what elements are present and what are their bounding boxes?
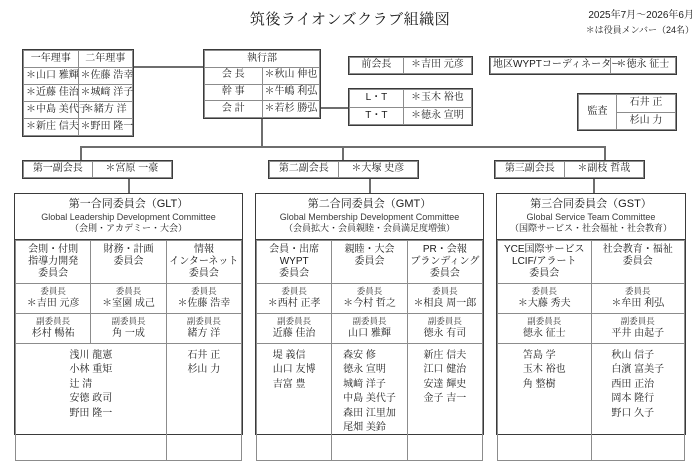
list-item: 堤 義信 — [272, 349, 306, 361]
list-item: 德永 宣明 — [343, 364, 386, 376]
list-item: 江口 健治 — [423, 364, 467, 376]
executive-board-table — [203, 49, 321, 119]
table-row — [498, 313, 685, 343]
subcommittee-name-line: 財務・計画 — [103, 244, 154, 256]
header-period-block — [586, 9, 694, 37]
list-item: 浅川 龍憲 — [69, 349, 113, 361]
vice-president-3-box — [494, 160, 645, 179]
table-row — [24, 85, 133, 102]
list-item: 金子 吉一 — [423, 393, 467, 405]
chair-label: 委員長 — [531, 286, 557, 297]
member-list — [168, 346, 240, 378]
subcommittee-name — [166, 241, 241, 284]
list-item: 野田 隆一 — [69, 407, 113, 419]
subcommittee-name-line: 委員会 — [38, 268, 69, 280]
executive-role: 会 長 — [205, 67, 263, 84]
committee-panel-gmt — [255, 193, 484, 435]
subcommittee-name-line: インターネット — [169, 256, 239, 268]
deputy-chair-label: 副委員長 — [111, 315, 146, 326]
wypt-name: ＊徳永 征士 — [610, 58, 675, 74]
chair-cell — [166, 284, 241, 314]
vp-3-role: 第三副会長 — [496, 162, 565, 178]
member-list-inner — [69, 349, 112, 422]
executive-role: 会 計 — [205, 101, 263, 118]
chair-name: ＊大藤 秀夫 — [517, 297, 571, 309]
subcommittee-name-line: 委員会 — [279, 268, 310, 280]
subcommittee-name — [91, 241, 166, 284]
deputy-chair-name: 德永 有司 — [423, 327, 467, 339]
chair-cell — [591, 284, 685, 314]
executive-header: 執行部 — [205, 51, 320, 68]
deputy-chair-label: 副委員長 — [186, 315, 221, 326]
table-row — [205, 51, 320, 68]
subcommittee-name-line: 親睦・大会 — [344, 244, 395, 256]
chair-name: ＊相良 周一郎 — [413, 297, 477, 309]
table-row — [205, 67, 320, 84]
table-row — [350, 107, 472, 125]
member-list-cell — [166, 343, 241, 460]
chair-cell — [16, 284, 91, 314]
deputy-chair-label: 副委員長 — [527, 315, 562, 326]
committee-title — [256, 194, 483, 240]
chair-name: ＊吉田 元彦 — [26, 297, 80, 309]
subcommittee-name — [16, 241, 91, 284]
chair-name: ＊今村 哲之 — [343, 297, 396, 309]
list-item: 西田 正治 — [611, 378, 655, 390]
list-item: 角 整樹 — [522, 378, 556, 390]
executive-name: ＊牛嶋 利弘 — [262, 84, 320, 101]
connector-gmt-down — [369, 179, 371, 193]
table-row — [498, 241, 685, 284]
deputy-chair-name: 近藤 佳治 — [272, 327, 316, 339]
table-row — [205, 84, 320, 101]
member-list — [499, 346, 590, 393]
subcommittee-name — [591, 241, 685, 284]
lt-tt-name: ＊徳永 宣明 — [403, 107, 471, 125]
subcommittee-name — [407, 241, 482, 284]
list-item: 安德 政司 — [69, 393, 113, 405]
deputy-chair-name: 杉村 暢祐 — [31, 327, 75, 339]
subcommittee-name-line: 委員会 — [188, 268, 219, 280]
chair-label: 委員長 — [191, 286, 217, 297]
chair-name: ＊室園 成己 — [102, 297, 155, 309]
director-name: ＊近藤 佳治 — [24, 85, 79, 102]
officer-note-text: ＊は役員メンバー（24名） — [585, 24, 694, 35]
table-row — [24, 102, 133, 119]
vp-1-role: 第一副会長 — [24, 162, 93, 178]
vice-president-2-box — [268, 160, 419, 179]
list-item: 森田 江里加 — [343, 407, 396, 419]
member-list — [17, 346, 165, 422]
vp-3-name: ＊副枝 哲哉 — [564, 162, 643, 178]
member-list-cell — [332, 343, 407, 460]
lt-tt-name: ＊玉木 裕也 — [403, 90, 471, 108]
member-list-cell — [407, 343, 482, 460]
table-row — [579, 95, 676, 113]
connector-exec-lt — [321, 107, 348, 109]
directors-col2-header: 二年理事 — [78, 51, 133, 68]
table-row — [498, 284, 685, 314]
subcommittee-name-line: 社会教育・福祉 — [602, 244, 673, 256]
member-list-cell — [498, 343, 592, 460]
director-name: ＊野田 隆一 — [78, 119, 133, 136]
committee-subtitle: （会則・アカデミー・大会） — [70, 223, 187, 234]
subcommittee-name-line: ブランディング — [410, 256, 480, 268]
member-list-inner — [423, 349, 466, 407]
connector-exec-down — [261, 119, 263, 146]
list-item: 吉富 豊 — [272, 378, 306, 390]
deputy-chair-name: 平井 由起子 — [611, 327, 665, 339]
lt-tt-box — [348, 88, 473, 126]
table-row — [498, 343, 685, 460]
member-list-cell — [16, 343, 167, 460]
list-item: 白濱 富美子 — [611, 364, 665, 376]
deputy-chair-label: 副委員長 — [620, 315, 655, 326]
member-list — [258, 346, 330, 393]
deputy-chair-label: 副委員長 — [36, 315, 71, 326]
chair-cell — [498, 284, 592, 314]
table-row — [24, 68, 133, 85]
page-title: 筑後ライオンズクラブ組織図 — [249, 11, 451, 28]
deputy-chair-label: 副委員長 — [352, 315, 387, 326]
chair-label: 委員長 — [281, 286, 307, 297]
chair-label: 委員長 — [432, 286, 458, 297]
past-president-box — [348, 56, 473, 75]
committee-subtitle: （会員拡大・会員親睦・会員満足度増強） — [283, 223, 455, 234]
member-list-inner — [343, 349, 396, 436]
table-row — [205, 101, 320, 118]
table-row — [257, 343, 483, 460]
list-item: 野口 久子 — [611, 407, 655, 419]
connector-vp2-down — [342, 146, 344, 160]
chair-name: ＊牟田 利弘 — [611, 297, 665, 309]
table-row — [16, 241, 242, 284]
committee-subtitle: （国際サービス・社会福祉・社会教育） — [509, 223, 672, 234]
committee-panel-glt — [14, 193, 243, 435]
table-row — [257, 241, 483, 284]
chair-cell — [407, 284, 482, 314]
member-list-inner — [611, 349, 664, 422]
vice-president-1-box — [22, 160, 173, 179]
connector-vp1-down — [80, 146, 82, 160]
list-item: 小林 重矩 — [69, 364, 113, 376]
lt-tt-role: L・T — [350, 90, 404, 108]
committee-title-jp: 第三合同委員会（GST） — [530, 198, 652, 210]
member-list — [333, 346, 405, 436]
subcommittee-name-line: PR・会報 — [422, 244, 467, 256]
past-president-name: ＊吉田 元彦 — [403, 58, 471, 74]
list-item: 辻 清 — [69, 378, 93, 390]
director-name: ＊中島 美代子 — [24, 102, 79, 119]
committee-title-en: Global Service Team Committee — [526, 211, 656, 222]
table-row — [16, 313, 242, 343]
deputy-chair-cell — [591, 313, 685, 343]
list-item: 中島 美代子 — [343, 393, 396, 405]
vp-2-name: ＊大塚 史彦 — [338, 162, 417, 178]
director-name: ＊新庄 信夫 — [24, 119, 79, 136]
member-list-cell — [591, 343, 685, 460]
committee-title — [15, 194, 242, 240]
member-list-inner — [523, 349, 566, 393]
committee-title-en: Global Membership Development Committee — [279, 211, 460, 222]
table-row — [350, 90, 472, 108]
member-list-inner — [273, 349, 316, 393]
deputy-chair-name: 角 一成 — [112, 327, 145, 339]
vp-1-name: ＊宮原 一豪 — [92, 162, 171, 178]
audit-name: 石井 正 — [616, 95, 675, 113]
connector-directors-exec — [134, 66, 203, 68]
subcommittee-name — [498, 241, 592, 284]
member-list — [593, 346, 684, 422]
director-name: ＊城﨑 洋子 — [78, 85, 133, 102]
connector-vp3-down — [604, 146, 606, 160]
table-row — [24, 51, 133, 68]
committee-title-en: Global Leadership Development Committee — [41, 211, 216, 222]
directors-col1-header: 一年理事 — [24, 51, 79, 68]
member-list-inner — [187, 349, 220, 378]
directors-table — [22, 49, 134, 137]
subcommittee-name-line: YCE国際サービス — [503, 244, 585, 256]
list-item: 山口 友博 — [272, 364, 316, 376]
connector-glt-down — [128, 179, 130, 193]
deputy-chair-cell — [407, 313, 482, 343]
deputy-chair-name: 德永 征士 — [522, 327, 566, 339]
table-row — [16, 343, 242, 460]
list-item: 岡本 隆行 — [611, 393, 655, 405]
member-list-cell — [257, 343, 332, 460]
director-name: ＊緒方 洋 — [78, 102, 133, 119]
deputy-chair-label: 副委員長 — [277, 315, 312, 326]
director-name: ＊山口 雅輝 — [24, 68, 79, 85]
deputy-chair-label: 副委員長 — [427, 315, 462, 326]
deputy-chair-cell — [257, 313, 332, 343]
committee-title-jp: 第一合同委員会（GLT） — [68, 198, 189, 210]
list-item: 杉山 力 — [187, 364, 221, 376]
vp-2-role: 第二副会長 — [270, 162, 339, 178]
deputy-chair-cell — [498, 313, 592, 343]
audit-role: 監査 — [579, 95, 617, 130]
period-text: 2025年7月～2026年6月 — [588, 10, 694, 21]
chair-name: ＊西村 正孝 — [267, 297, 321, 309]
list-item: 石井 正 — [187, 349, 221, 361]
wypt-coordinator-box — [489, 56, 677, 75]
list-item: 玉木 裕也 — [522, 364, 566, 376]
executive-name: ＊秋山 伸也 — [262, 67, 320, 84]
list-item: 笘島 学 — [522, 349, 556, 361]
subcommittee-name-line: 委員会 — [354, 256, 385, 268]
subcommittee-name-line: 情報 — [193, 244, 214, 256]
subcommittee-name-line: 委員会 — [113, 256, 144, 268]
director-name: ＊佐藤 浩幸 — [78, 68, 133, 85]
subcommittee-name-line: 委員会 — [622, 256, 653, 268]
deputy-chair-cell — [332, 313, 407, 343]
executive-name: ＊若杉 勝弘 — [262, 101, 320, 118]
executive-role: 幹 事 — [205, 84, 263, 101]
chair-label: 委員長 — [356, 286, 383, 297]
list-item: 秋山 信子 — [611, 349, 655, 361]
chair-cell — [91, 284, 166, 314]
connector-gst-down — [593, 179, 595, 193]
lt-tt-role: T・T — [350, 107, 404, 125]
subcommittee-name-line: LCIF/アラート — [512, 256, 577, 268]
subcommittee-name — [332, 241, 407, 284]
chair-label: 委員長 — [624, 286, 651, 297]
committee-panel-gst — [496, 193, 686, 435]
subcommittee-name-line: 会員・出席 — [269, 244, 320, 256]
deputy-chair-cell — [91, 313, 166, 343]
member-list — [409, 346, 481, 407]
list-item: 城﨑 洋子 — [343, 378, 386, 390]
deputy-chair-cell — [166, 313, 241, 343]
subcommittee-name-line: 委員会 — [529, 268, 560, 280]
table-row — [24, 119, 133, 136]
list-item: 安達 輝史 — [423, 378, 467, 390]
committee-title-jp: 第二合同委員会（GMT） — [307, 198, 432, 210]
deputy-chair-name: 山口 雅輝 — [348, 327, 391, 339]
audit-name: 杉山 力 — [616, 112, 675, 130]
past-president-role: 前会長 — [350, 58, 404, 74]
committee-title — [497, 194, 685, 240]
list-item: 森安 修 — [343, 349, 376, 361]
chair-cell — [257, 284, 332, 314]
chair-label: 委員長 — [40, 286, 66, 297]
deputy-chair-cell — [16, 313, 91, 343]
audit-box — [577, 93, 677, 131]
table-row — [16, 284, 242, 314]
subcommittee-name-line: 会則・付則 — [28, 244, 79, 256]
chair-cell — [332, 284, 407, 314]
list-item: 尾畑 美鈴 — [343, 422, 386, 434]
subcommittee-name-line: WYPT — [279, 256, 309, 268]
subcommittee-name-line: 委員会 — [429, 268, 460, 280]
deputy-chair-name: 緒方 洋 — [187, 327, 221, 339]
chair-name: ＊佐藤 浩幸 — [177, 297, 231, 309]
wypt-role: 地区WYPTコーディネーター — [491, 58, 611, 74]
subcommittee-name-line: 指導力開発 — [28, 256, 79, 268]
list-item: 新庄 信夫 — [423, 349, 467, 361]
table-row — [257, 313, 483, 343]
chair-label: 委員長 — [115, 286, 142, 297]
subcommittee-name — [257, 241, 332, 284]
table-row — [257, 284, 483, 314]
